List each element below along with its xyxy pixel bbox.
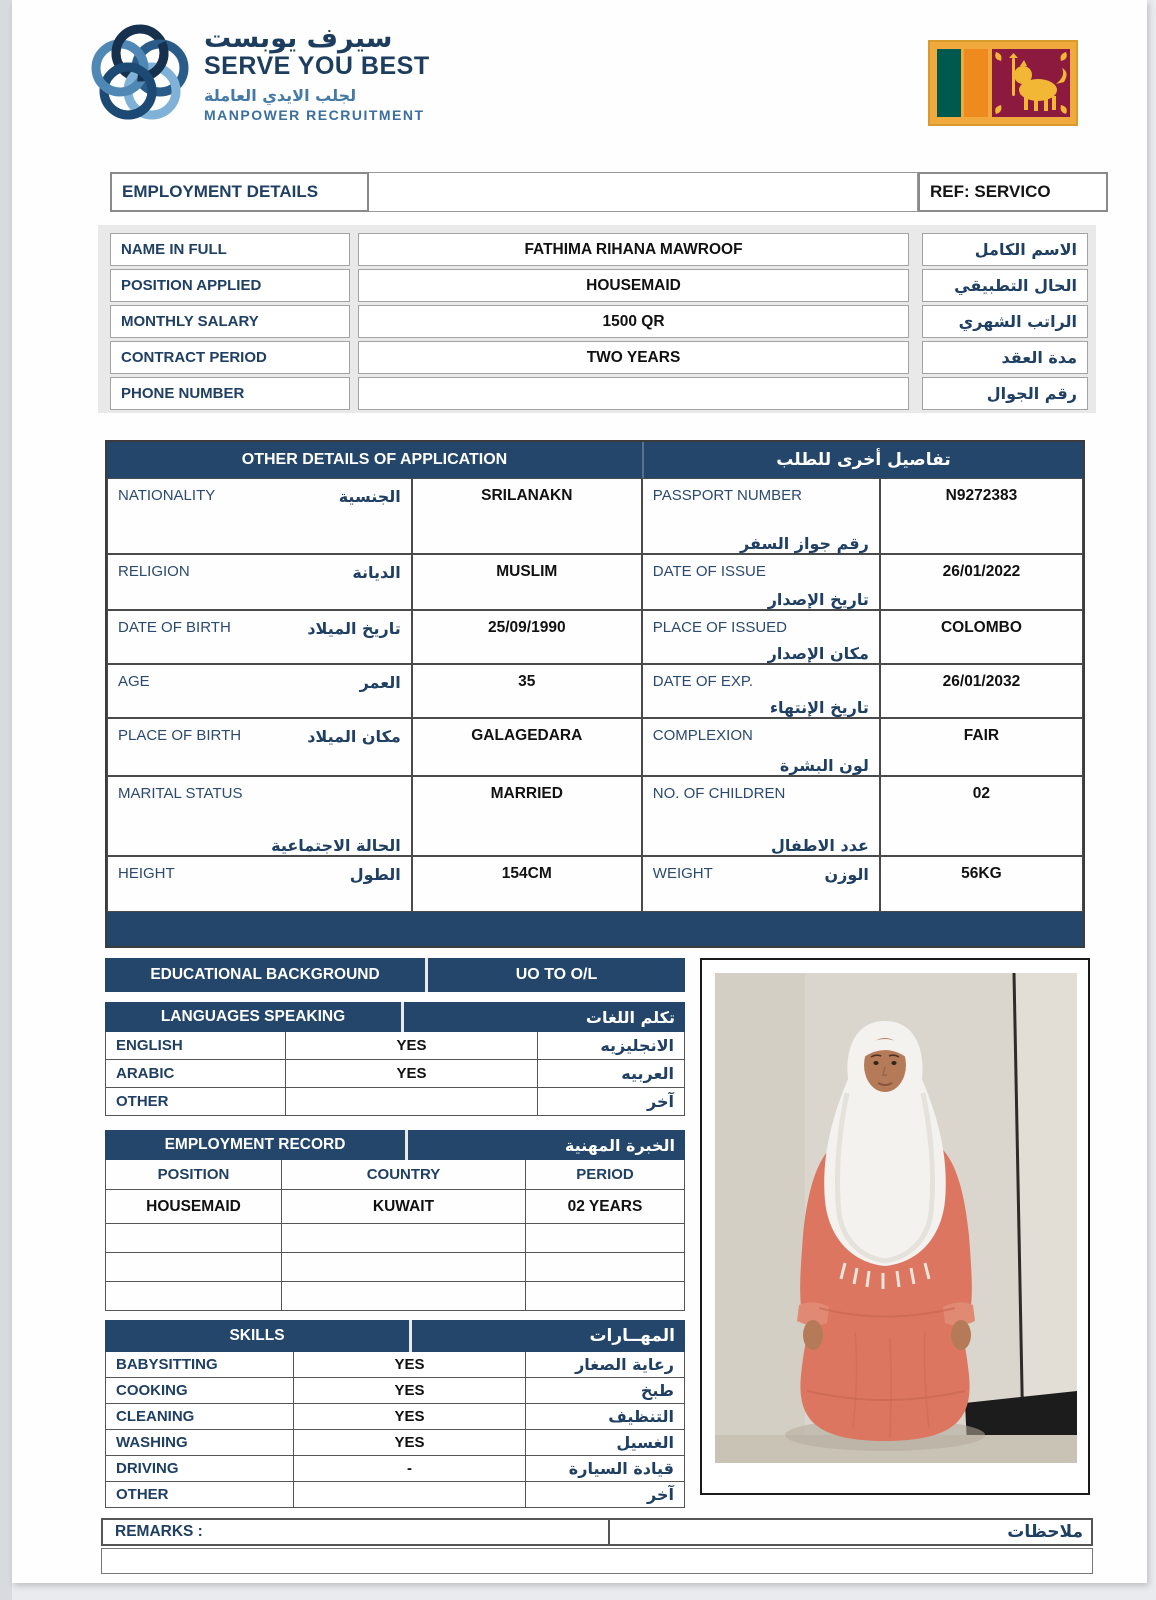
table-row xyxy=(105,1253,685,1282)
scan-edge xyxy=(0,0,12,1600)
field-value: 26/01/2022 xyxy=(880,554,1083,610)
record-position xyxy=(106,1224,282,1252)
other-details-table xyxy=(105,440,1085,948)
field-label: MONTHLY SALARY xyxy=(110,305,350,338)
field-label: NATIONALITY xyxy=(118,487,216,504)
section-title-skills: SKILLS xyxy=(229,1327,285,1344)
field-label-arabic: الجنسية xyxy=(338,487,401,506)
field-label-arabic: مدة العقد xyxy=(922,341,1088,374)
other-details-header xyxy=(107,442,1083,478)
record-position xyxy=(106,1282,282,1310)
reference-code: REF: SERVICO xyxy=(918,172,1108,212)
field-label: COMPLEXION xyxy=(652,727,753,744)
table-row xyxy=(107,478,1083,554)
record-period xyxy=(526,1253,684,1281)
skill-value: YES xyxy=(294,1430,526,1455)
column-header-row xyxy=(105,1160,685,1190)
skill-value xyxy=(294,1482,526,1507)
table-row xyxy=(107,718,1083,776)
agency-header xyxy=(90,22,430,126)
skill-label-arabic: التنظيف xyxy=(608,1407,674,1426)
language-label: ENGLISH xyxy=(106,1032,286,1059)
table-row xyxy=(110,377,1088,410)
agency-name-block xyxy=(204,22,430,124)
agency-name: SERVE YOU BEST xyxy=(204,51,430,80)
section-title-employment-record: EMPLOYMENT RECORD xyxy=(164,1136,346,1153)
field-label: POSITION APPLIED xyxy=(110,269,350,302)
table-row xyxy=(105,1378,685,1404)
table-row xyxy=(105,1456,685,1482)
field-label-arabic: رقم جواز السفر xyxy=(739,534,869,553)
skill-value: YES xyxy=(294,1352,526,1377)
language-value: YES xyxy=(286,1032,538,1059)
field-value: 154CM xyxy=(412,856,642,912)
field-label-arabic: تاريخ الميلاد xyxy=(307,619,401,638)
skill-value: YES xyxy=(294,1378,526,1403)
field-label: PLACE OF BIRTH xyxy=(118,727,242,744)
language-label-arabic: الانجليزيه xyxy=(600,1036,674,1055)
table-row xyxy=(110,305,1088,338)
skill-value: YES xyxy=(294,1404,526,1429)
field-label-arabic: الوزن xyxy=(824,865,869,884)
field-label: DATE OF EXP. xyxy=(652,673,754,690)
field-label-arabic: الراتب الشهري xyxy=(922,305,1088,338)
table-row xyxy=(105,1482,685,1508)
field-label-arabic: الطول xyxy=(349,865,401,884)
agency-tagline: MANPOWER RECRUITMENT xyxy=(204,107,425,124)
field-label: NAME IN FULL xyxy=(110,233,350,266)
field-label-arabic: لون البشرة xyxy=(779,756,869,775)
skill-label: CLEANING xyxy=(106,1404,294,1429)
knot-logo-icon xyxy=(90,22,190,126)
record-country xyxy=(282,1224,526,1252)
column-header-position: POSITION xyxy=(106,1160,282,1189)
language-value: YES xyxy=(286,1060,538,1087)
table-footer-bar xyxy=(107,912,1083,946)
table-row xyxy=(110,341,1088,374)
table-row xyxy=(105,1352,685,1378)
field-value: FAIR xyxy=(880,718,1083,776)
table-row xyxy=(105,1282,685,1311)
field-value: 56KG xyxy=(880,856,1083,912)
field-value: MARRIED xyxy=(412,776,642,856)
remarks-label: REMARKS : xyxy=(101,1518,610,1546)
field-label: RELIGION xyxy=(118,563,190,580)
remarks-label-arabic: ملاحظات xyxy=(610,1518,1093,1546)
field-label-arabic: مكان الإصدار xyxy=(767,644,869,663)
language-label-arabic: العربيه xyxy=(621,1064,674,1083)
remarks-value-field xyxy=(101,1548,1093,1574)
table-row xyxy=(107,554,1083,610)
language-label: ARABIC xyxy=(106,1060,286,1087)
agency-tagline-arabic: لجلب الايدي العاملة xyxy=(204,86,357,106)
field-label-arabic: تاريخ الإنتهاء xyxy=(769,698,869,717)
field-label-arabic: رقم الجوال xyxy=(922,377,1088,410)
section-title-languages: LANGUAGES SPEAKING xyxy=(160,1008,346,1025)
applicant-portrait-image xyxy=(715,973,1077,1463)
language-label-arabic: آخر xyxy=(647,1092,674,1111)
field-label: PHONE NUMBER xyxy=(110,377,350,410)
skill-label-arabic: قيادة السيارة xyxy=(568,1459,674,1478)
employment-details-table xyxy=(98,225,1096,413)
table-row xyxy=(107,610,1083,664)
field-value: GALAGEDARA xyxy=(412,718,642,776)
table-row xyxy=(105,1060,685,1088)
field-label: WEIGHT xyxy=(652,865,713,882)
table-row xyxy=(105,1404,685,1430)
table-row xyxy=(110,233,1088,266)
table-row xyxy=(105,1032,685,1060)
table-row xyxy=(107,664,1083,718)
skill-label-arabic: طبخ xyxy=(640,1381,674,1400)
field-value: 25/09/1990 xyxy=(412,610,642,664)
field-label-arabic: الديانة xyxy=(352,563,401,582)
section-title-employment-record-arabic: الخبرة المهنية xyxy=(564,1135,675,1155)
section-title-languages-arabic: تكلم اللغات xyxy=(585,1007,675,1027)
skill-label-arabic: الغسيل xyxy=(616,1433,674,1452)
section-title-employment-details: EMPLOYMENT DETAILS xyxy=(110,172,369,212)
field-value: COLOMBO xyxy=(880,610,1083,664)
field-label-arabic: مكان الميلاد xyxy=(307,727,401,746)
field-value: HOUSEMAID xyxy=(358,269,909,302)
record-period xyxy=(526,1282,684,1310)
column-header-period: PERIOD xyxy=(576,1166,634,1183)
table-row xyxy=(107,856,1083,912)
table-row xyxy=(105,1430,685,1456)
field-value: SRILANAKN xyxy=(412,478,642,554)
employment-record-header xyxy=(105,1130,685,1160)
field-label: DATE OF BIRTH xyxy=(118,619,231,636)
field-label: PLACE OF ISSUED xyxy=(652,619,787,636)
section-title-other-details-arabic: تفاصيل أخرى للطلب xyxy=(776,450,951,470)
record-period xyxy=(526,1224,684,1252)
field-label: PASSPORT NUMBER xyxy=(652,487,802,504)
skill-label: BABYSITTING xyxy=(106,1352,294,1377)
field-value: FATHIMA RIHANA MAWROOF xyxy=(358,233,909,266)
field-label-arabic: تاريخ الإصدار xyxy=(767,590,869,609)
field-label: AGE xyxy=(118,673,150,690)
languages-header xyxy=(105,1002,685,1032)
skills-table xyxy=(105,1320,685,1508)
field-value: TWO YEARS xyxy=(358,341,909,374)
skill-label-arabic: رعاية الصغار xyxy=(575,1355,674,1374)
record-period: 02 YEARS xyxy=(567,1197,643,1215)
skill-label: DRIVING xyxy=(106,1456,294,1481)
table-row xyxy=(110,269,1088,302)
field-label: HEIGHT xyxy=(118,865,175,882)
document-page xyxy=(12,0,1147,1583)
field-value: MUSLIM xyxy=(412,554,642,610)
table-row xyxy=(105,1190,685,1224)
skill-value: - xyxy=(294,1456,526,1481)
education-value: UO TO O/L xyxy=(515,966,598,983)
record-country xyxy=(282,1253,526,1281)
skill-label: WASHING xyxy=(106,1430,294,1455)
skills-header xyxy=(105,1320,685,1352)
field-value: 02 xyxy=(880,776,1083,856)
field-value xyxy=(358,377,909,410)
record-position xyxy=(106,1253,282,1281)
field-value: 26/01/2032 xyxy=(880,664,1083,718)
field-value: N9272383 xyxy=(880,478,1083,554)
table-row xyxy=(107,776,1083,856)
record-position: HOUSEMAID xyxy=(106,1190,282,1223)
record-country: KUWAIT xyxy=(282,1190,526,1223)
field-label-arabic: عدد الاطفال xyxy=(771,836,869,855)
section-title-other-details: OTHER DETAILS OF APPLICATION xyxy=(107,442,644,478)
field-label-arabic: الحالة الاجتماعية xyxy=(271,836,401,855)
field-value: 1500 QR xyxy=(358,305,909,338)
skill-label: COOKING xyxy=(106,1378,294,1403)
table-row xyxy=(105,1224,685,1253)
record-country xyxy=(282,1282,526,1310)
languages-table xyxy=(105,1002,685,1116)
section-title-skills-arabic: المهــارات xyxy=(589,1326,675,1346)
applicant-photo xyxy=(700,958,1090,1495)
skill-label: OTHER xyxy=(106,1482,294,1507)
field-label: CONTRACT PERIOD xyxy=(110,341,350,374)
field-label-arabic: الحال التطبيقي xyxy=(922,269,1088,302)
field-value: 35 xyxy=(412,664,642,718)
skill-label-arabic: آخر xyxy=(647,1485,674,1504)
field-label: DATE OF ISSUE xyxy=(652,563,766,580)
educational-background-bar xyxy=(105,958,685,992)
field-label: NO. OF CHILDREN xyxy=(652,785,786,802)
column-header-country: COUNTRY xyxy=(282,1160,526,1189)
employment-details-blank-cell xyxy=(369,172,918,212)
field-label-arabic: الاسم الكامل xyxy=(922,233,1088,266)
field-label: MARITAL STATUS xyxy=(118,785,243,802)
language-value xyxy=(286,1088,538,1115)
field-label-arabic: العمر xyxy=(359,673,401,692)
remarks-row xyxy=(101,1518,1093,1546)
employment-record-table xyxy=(105,1130,685,1311)
table-row xyxy=(105,1088,685,1116)
section-title-education: EDUCATIONAL BACKGROUND xyxy=(150,966,380,983)
agency-name-arabic: سيرف يوبست xyxy=(204,22,393,54)
sri-lanka-flag-icon xyxy=(928,40,1078,126)
language-label: OTHER xyxy=(106,1088,286,1115)
employment-details-header xyxy=(110,172,1108,212)
